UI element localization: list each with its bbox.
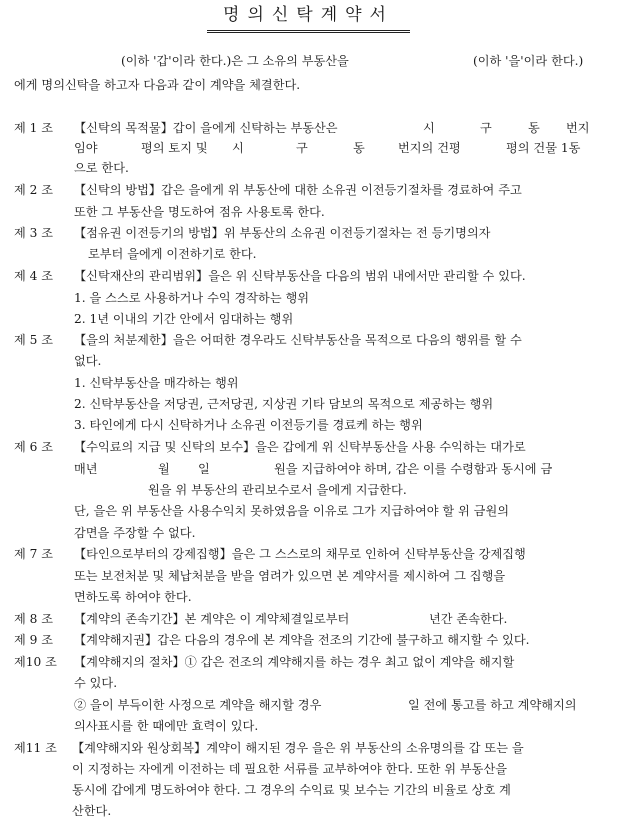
article-10-number: 제10 조 xyxy=(14,655,57,669)
article-1-heading: 【신탁의 목적물】갑이 을에게 신탁하는 부동산은 xyxy=(74,121,338,135)
article-8-line-1a: 【계약의 존속기간】본 계약은 이 계약체결일로부터 xyxy=(74,612,350,626)
article-6-line-3: 원을 위 부동산의 관리보수로서 을에게 지급한다. xyxy=(148,483,407,497)
article-4-item-1: 1. 을 스스로 사용하거나 수익 경작하는 행위 xyxy=(74,291,310,305)
article-11-line-1: 【계약해지와 원상회복】계약이 해지된 경우 을은 위 부동산의 소유명의를 갑 또는 을 xyxy=(72,741,524,755)
article-6-yearly: 매년 xyxy=(74,462,98,476)
article-11-line-4: 산한다. xyxy=(72,804,112,818)
article-1-gu-label: 구 xyxy=(480,121,492,135)
article-1-line-3: 으로 한다. xyxy=(74,161,129,175)
article-1-si-label: 시 xyxy=(423,121,435,135)
article-3-line-2: 로부터 을에게 이전하기로 한다. xyxy=(88,247,257,261)
article-7-line-2: 또는 보전처분 및 체납처분을 받을 염려가 있으면 본 계약서를 제시하여 그 집행을 xyxy=(74,569,506,583)
document-title: 명의신탁계약서 xyxy=(207,2,410,33)
article-2-line-2: 또한 그 부동산을 명도하여 점유 사용토록 한다. xyxy=(74,205,325,219)
article-1-floor-area: 번지의 건평 xyxy=(398,141,461,155)
article-6-line-5: 감면을 주장할 수 없다. xyxy=(74,526,196,540)
intro-line-1b: (이하 '을'이라 한다.) xyxy=(473,54,584,68)
article-10-line-2: 수 있다. xyxy=(74,676,118,690)
article-1-dong-label-2: 동 xyxy=(353,141,365,155)
article-1-beonji-label: 번지 xyxy=(566,121,590,135)
article-2-line-1: 【신탁의 방법】갑은 을에게 위 부동산에 대한 소유권 이전등기절차를 경료하여 주고 xyxy=(74,183,522,197)
article-11-number: 제11 조 xyxy=(14,741,57,755)
article-11-line-2: 이 지정하는 자에게 이전하는 데 필요한 서류를 교부하여야 한다. 또한 위 부동산을 xyxy=(72,762,508,776)
article-2-number: 제 2 조 xyxy=(14,183,54,197)
article-6-line-1: 【수익료의 지급 및 신탁의 보수】을은 갑에게 위 신탁부동산을 사용 수익하는 대가로 xyxy=(74,440,526,454)
article-5-line-1: 【을의 처분제한】을은 어떠한 경우라도 신탁부동산을 목적으로 다음의 행위를 할 수 xyxy=(74,333,522,347)
article-8-line-1b: 년간 존속한다. xyxy=(429,612,508,626)
article-10-line-3b: 일 전에 통고를 하고 계약해지의 xyxy=(408,698,577,712)
article-1-number: 제 1 조 xyxy=(14,121,54,135)
article-1-dong-label: 동 xyxy=(528,121,540,135)
article-11-line-3: 동시에 갑에게 명도하여야 한다. 그 경우의 수익료 및 보수는 기간의 비율로 상호 계 xyxy=(72,783,511,797)
article-1-imya: 임야 xyxy=(74,141,98,155)
article-5-item-2: 2. 신탁부동산을 저당권, 근저당권, 지상권 기타 담보의 목적으로 제공하는 행위 xyxy=(74,397,494,411)
article-10-line-4: 의사표시를 한 때에만 효력이 있다. xyxy=(74,719,259,733)
intro-line-1a: (이하 '갑'이라 한다.)은 그 소유의 부동산을 xyxy=(121,54,349,68)
article-7-line-3: 면하도록 하여야 한다. xyxy=(74,590,192,604)
article-1-gu-label-2: 구 xyxy=(296,141,308,155)
article-1-building: 평의 건물 1동 xyxy=(506,141,581,155)
article-6-line-4: 단, 을은 위 부동산을 사용수익치 못하였음을 이유로 그가 지급하여야 할 위 금원의 xyxy=(74,504,510,518)
article-5-line-2: 없다. xyxy=(74,354,102,368)
article-6-month: 월 xyxy=(158,462,170,476)
article-1-land: 평의 토지 및 xyxy=(141,141,208,155)
article-3-line-1: 【점유권 이전등기의 방법】위 부동산의 소유권 이전등기절차는 전 등기명의자 xyxy=(74,226,491,240)
article-7-number: 제 7 조 xyxy=(14,547,54,561)
article-9-number: 제 9 조 xyxy=(14,633,54,647)
article-6-day: 일 xyxy=(198,462,210,476)
article-7-line-1: 【타인으로부터의 강제집행】을은 그 스스로의 채무로 인하여 신탁부동산을 강제집행 xyxy=(74,547,526,561)
article-6-payment: 원을 지급하여야 하며, 갑은 이를 수령함과 동시에 금 xyxy=(274,462,553,476)
intro-line-2: 에게 명의신탁을 하고자 다음과 같이 계약을 체결한다. xyxy=(14,78,301,92)
article-1-si-label-2: 시 xyxy=(232,141,244,155)
article-3-number: 제 3 조 xyxy=(14,226,54,240)
article-9-line-1: 【계약해지권】갑은 다음의 경우에 본 계약을 전조의 기간에 불구하고 해지할 수 있다. xyxy=(74,633,530,647)
article-8-number: 제 8 조 xyxy=(14,612,54,626)
article-4-item-2: 2. 1년 이내의 기간 안에서 임대하는 행위 xyxy=(74,312,294,326)
article-4-line-1: 【신탁재산의 관리범위】을은 위 신탁부동산을 다음의 범위 내에서만 관리할 수 있다. xyxy=(74,269,526,283)
article-10-line-1: 【계약해지의 절차】① 갑은 전조의 계약해지를 하는 경우 최고 없이 계약을 해지할 xyxy=(74,655,515,669)
article-6-number: 제 6 조 xyxy=(14,440,54,454)
article-5-item-1: 1. 신탁부동산을 매각하는 행위 xyxy=(74,376,239,390)
article-10-line-3a: ② 을이 부득이한 사정으로 계약을 해지할 경우 xyxy=(74,698,322,712)
article-5-number: 제 5 조 xyxy=(14,333,54,347)
article-4-number: 제 4 조 xyxy=(14,269,54,283)
article-5-item-3: 3. 타인에게 다시 신탁하거나 소유권 이전등기를 경료케 하는 행위 xyxy=(74,418,423,432)
